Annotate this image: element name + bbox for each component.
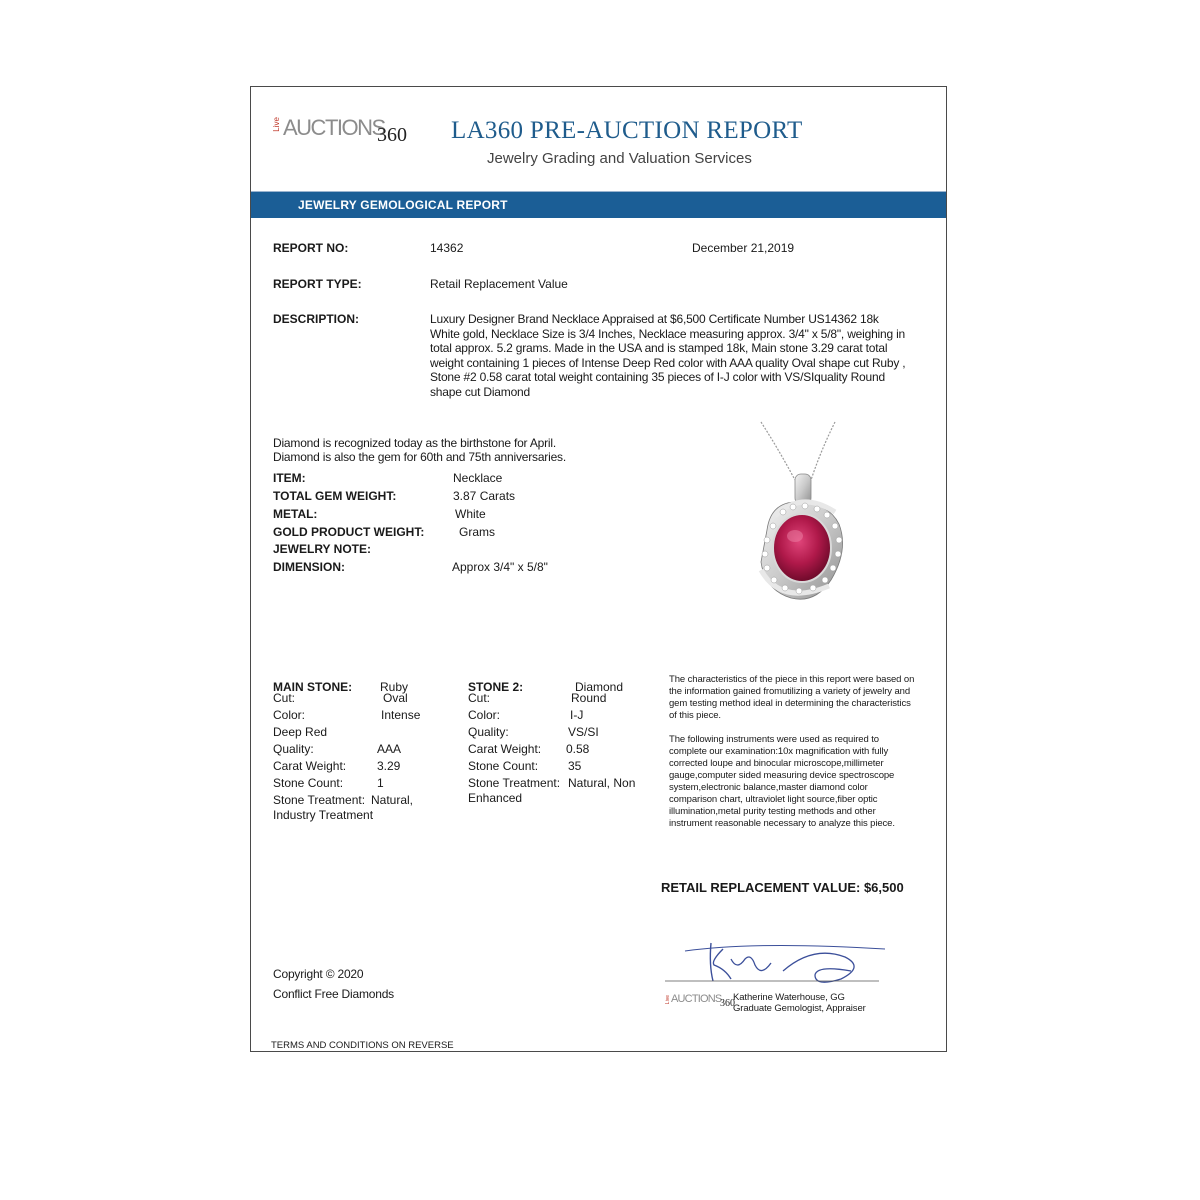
stone-2-quality-label: Quality: [468, 725, 509, 739]
detail-label-total-gem-weight: TOTAL GEM WEIGHT: [273, 489, 397, 503]
report-subtitle: Jewelry Grading and Valuation Services [487, 150, 752, 167]
copyright-text: Copyright © 2020 [273, 967, 364, 981]
stone-2-section [468, 679, 658, 807]
detail-value-total-gem-weight: 3.87 Carats [453, 489, 516, 503]
main-stone-cut-label: Cut: [273, 691, 296, 705]
detail-label-dimension: DIMENSION: [273, 560, 345, 574]
stone-2-weight: 0.58 [566, 742, 590, 756]
main-stone-section [273, 679, 453, 824]
main-stone-heading: MAIN STONE: [273, 680, 353, 694]
detail-value-dimension: Approx 3/4" x 5/8" [452, 560, 548, 574]
notes-paragraph-2: The following instruments were used as required to complete our examination:10x magnification with fully corrected loupe and binocular microscope,millimeter gauge,computer sided measuring device spectroscope system,electronic balance,master diamond color comparison chart, ultraviolet light source,fiber optic illumination,metal purity testing methods and other instrument reasonable necessary to analyze this piece. [669, 734, 895, 829]
report-no-value: 14362 [430, 241, 464, 255]
stone-2-count: 35 [568, 759, 582, 773]
birthstone-line-1: Diamond is recognized today as the birthstone for April. [273, 436, 556, 450]
detail-value-gold-weight: Grams [459, 525, 495, 539]
mini-logo-auctions: AUCTIONS [671, 993, 722, 1005]
appraiser-title: Graduate Gemologist, Appraiser [733, 1003, 866, 1014]
description-label: DESCRIPTION: [273, 312, 360, 326]
stone-2-heading: STONE 2: [468, 680, 524, 694]
stone-2-cut-label: Cut: [468, 691, 491, 705]
detail-value-item: Necklace [453, 471, 503, 485]
stone-2-name: Diamond [575, 680, 624, 694]
main-stone-treatment-2: Industry Treatment [273, 808, 374, 822]
main-stone-count: 1 [377, 776, 384, 790]
detail-label-gold-weight: GOLD PRODUCT WEIGHT: [273, 525, 425, 539]
main-stone-cut: Oval [383, 691, 408, 705]
detail-label-jewelry-note: JEWELRY NOTE: [273, 542, 372, 556]
main-stone-treatment: Natural, [371, 793, 414, 807]
logo-live-text: Live [272, 117, 281, 132]
stone-2-cut: Round [571, 691, 607, 705]
main-stone-quality-label: Quality: [273, 742, 314, 756]
mini-logo-360: 360 [720, 998, 735, 1009]
report-sheet [250, 86, 947, 1052]
main-stone-name: Ruby [380, 680, 409, 694]
report-title: LA360 PRE-AUCTION REPORT [451, 117, 803, 144]
main-stone-treatment-label: Stone Treatment: [273, 793, 366, 807]
conflict-free-text: Conflict Free Diamonds [273, 987, 394, 1001]
logo-360-text: 360 [377, 124, 407, 146]
report-date: December 21,2019 [692, 241, 795, 255]
stone-2-color: I-J [570, 708, 584, 722]
main-stone-color-2: Deep Red [273, 725, 328, 739]
report-no-label: REPORT NO: [273, 241, 349, 255]
main-stone-color: Intense [381, 708, 421, 722]
appraiser-signature [665, 935, 887, 995]
stone-2-color-label: Color: [468, 708, 501, 722]
stone-2-treatment-label: Stone Treatment: [468, 776, 561, 790]
mini-logo-live: Live [665, 995, 671, 1005]
notes-paragraph-1: The characteristics of the piece in this report were based on the information gained fromutilizing a variety of jewelry and gem testing method ideal in determining the characteristics of this piece. [669, 674, 915, 721]
detail-value-metal: White [455, 507, 486, 521]
main-stone-weight-label: Carat Weight: [273, 759, 347, 773]
detail-label-item: ITEM: [273, 471, 306, 485]
main-stone-count-label: Stone Count: [273, 776, 344, 790]
appraiser-name: Katherine Waterhouse, GG [733, 992, 845, 1003]
birthstone-line-2: Diamond is also the gem for 60th and 75th anniversaries. [273, 450, 566, 464]
retail-replacement-value: RETAIL REPLACEMENT VALUE: $6,500 [661, 880, 904, 895]
main-stone-quality: AAA [377, 742, 402, 756]
stone-2-count-label: Stone Count: [468, 759, 539, 773]
section-band [251, 191, 946, 218]
stone-2-treatment-2: Enhanced [468, 791, 523, 805]
stone-2-weight-label: Carat Weight: [468, 742, 542, 756]
terms-text: TERMS AND CONDITIONS ON REVERSE [271, 1040, 454, 1051]
report-type-value: Retail Replacement Value [430, 277, 568, 291]
main-stone-color-label: Color: [273, 708, 306, 722]
logo-auctions-text: AUCTIONS [283, 115, 385, 140]
description-text: Luxury Designer Brand Necklace Appraised at $6,500 Certificate Number US14362 18k White gold, Necklace Size is 3/4 Inches, Necklace measuring approx. 3/4" x 5/8", weighing in total approx. 5.2 grams. Made in the USA and is stamped 18k, Main stone 3.29 carat total weight containing 1 pieces of Intense Deep Red color with AAA quality Oval shape cut Ruby , Stone #2 0.58 carat total weight containing 35 pieces of I-J color with VS/SIquality Round shape cut Diamond [430, 312, 906, 399]
pendant-image [731, 420, 881, 610]
report-type-label: REPORT TYPE: [273, 277, 362, 291]
section-band-text: JEWELRY GEMOLOGICAL REPORT [298, 198, 508, 212]
detail-label-metal: METAL: [273, 507, 318, 521]
stone-2-treatment: Natural, Non [568, 776, 636, 790]
main-stone-weight: 3.29 [377, 759, 401, 773]
stone-2-quality: VS/SI [568, 725, 599, 739]
